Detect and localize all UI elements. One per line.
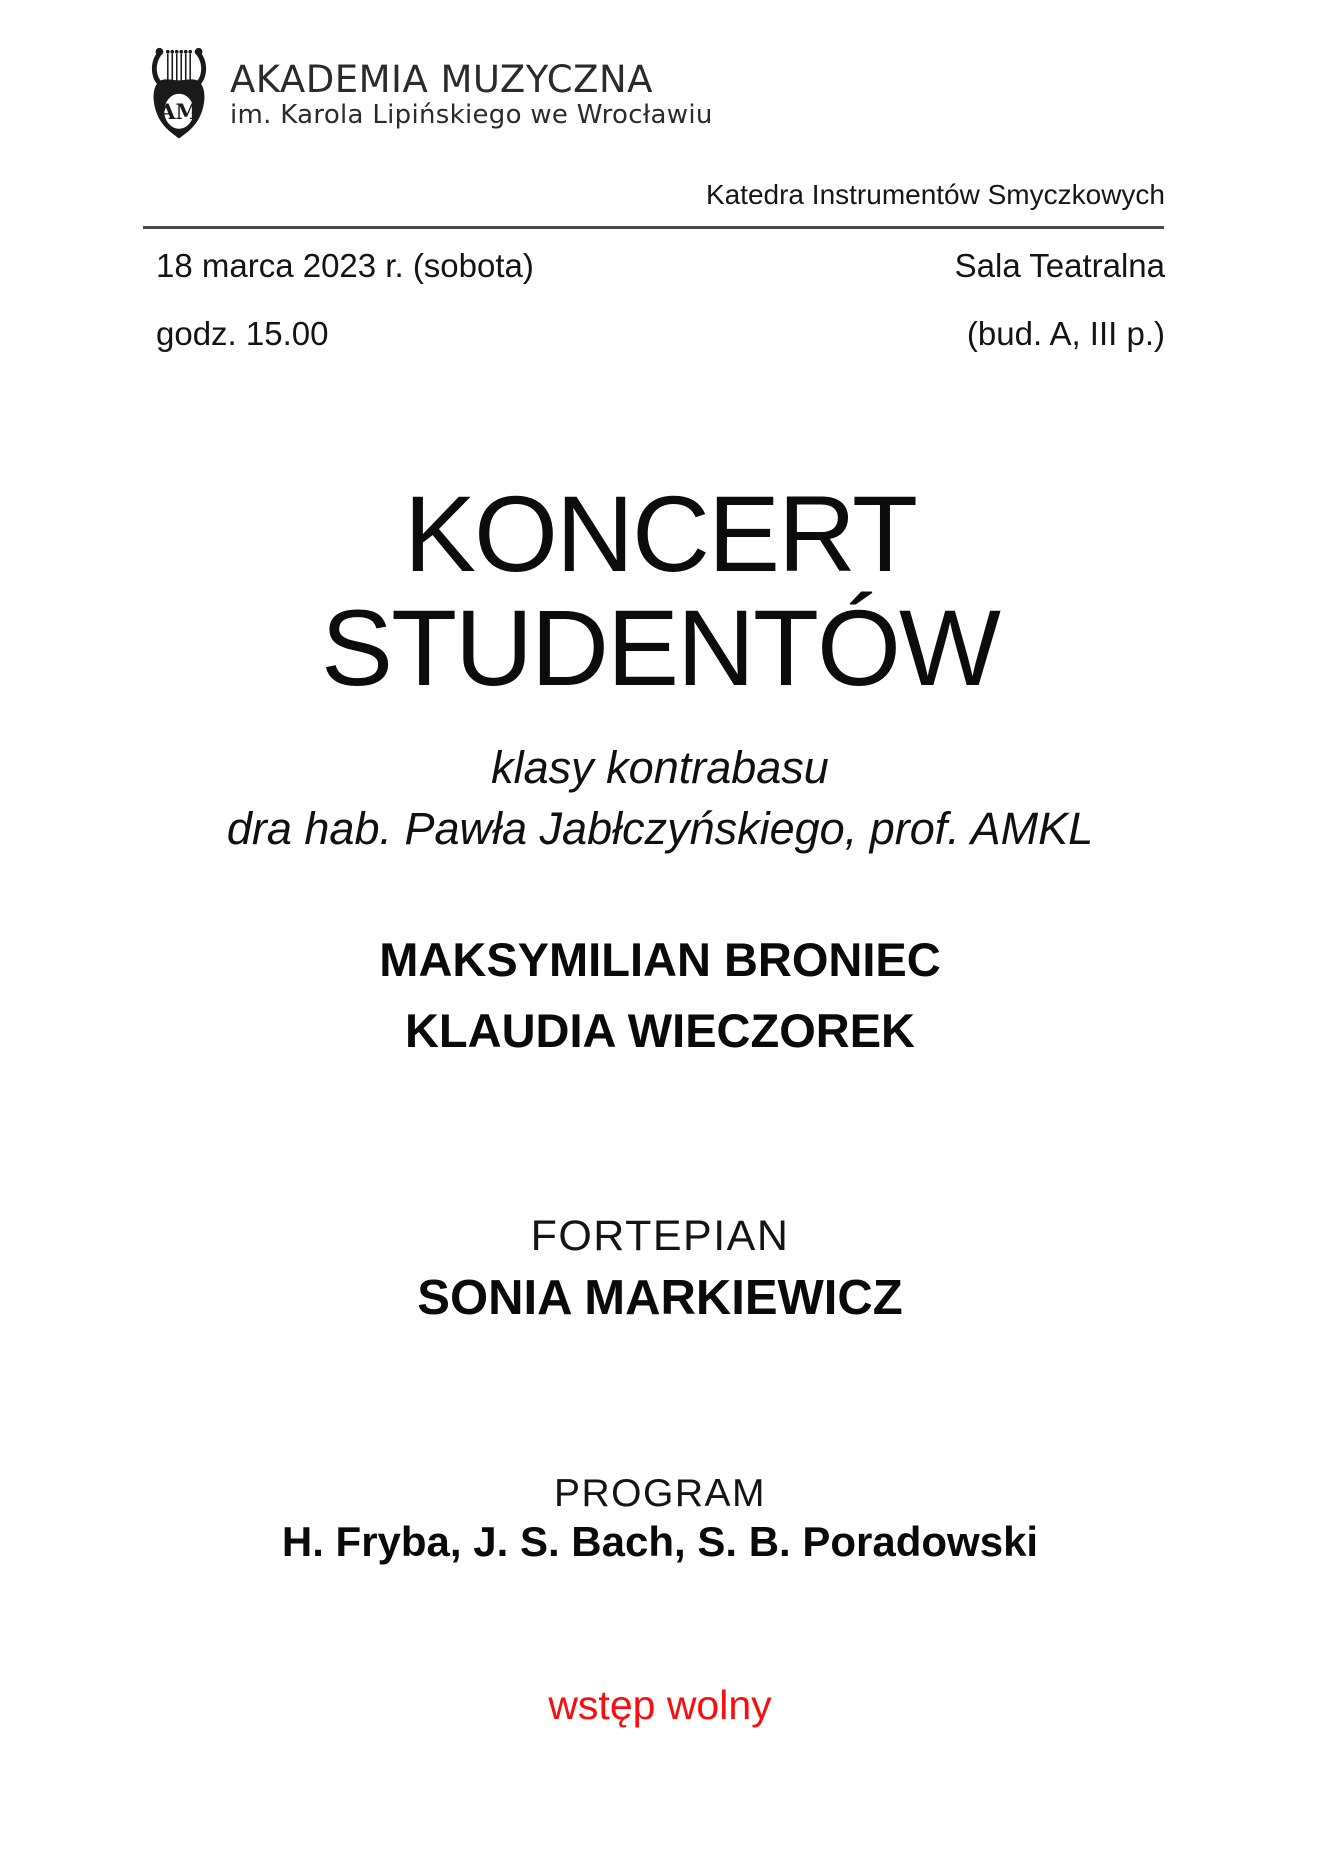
performer-name: MAKSYMILIAN BRONIEC	[379, 933, 941, 986]
event-info-row-2	[156, 315, 1165, 353]
lyre-icon	[144, 44, 214, 142]
performers-list	[0, 925, 1320, 1066]
performer-name: KLAUDIA WIECZOREK	[404, 1003, 915, 1057]
class-subtitle-line1: klasy kontrabasu	[491, 742, 829, 793]
academy-logo	[144, 44, 214, 142]
concert-title	[0, 473, 1320, 709]
accompaniment-role: FORTEPIAN	[530, 1212, 790, 1260]
academy-name: AKADEMIA MUZYCZNA	[230, 58, 653, 101]
program-composers: H. Fryba, J. S. Bach, S. B. Poradowski	[281, 1518, 1039, 1565]
event-venue: Sala Teatralna	[954, 247, 1165, 284]
department-name: Katedra Instrumentów Smyczkowych	[705, 179, 1165, 210]
concert-title-line2: STUDENTÓW	[321, 587, 999, 709]
academy-subtitle: im. Karola Lipińskiego we Wrocławiu	[230, 100, 713, 130]
accompanist-name: SONIA MARKIEWICZ	[417, 1271, 903, 1325]
concert-title-line1: KONCERT	[403, 473, 917, 594]
event-info-row-1	[156, 247, 1165, 285]
event-time: godz. 15.00	[156, 315, 329, 352]
class-subtitle	[0, 737, 1320, 859]
class-subtitle-line2: dra hab. Pawła Jabłczyńskiego, prof. AMKL	[226, 803, 1094, 855]
event-date: 18 marca 2023 r. (sobota)	[156, 247, 534, 284]
event-venue-detail: (bud. A, III p.)	[966, 315, 1165, 352]
program-heading: PROGRAM	[553, 1472, 766, 1515]
header-divider	[143, 226, 1164, 229]
logo-monogram: AM	[159, 98, 199, 124]
admission-note: wstęp wolny	[548, 1682, 772, 1728]
